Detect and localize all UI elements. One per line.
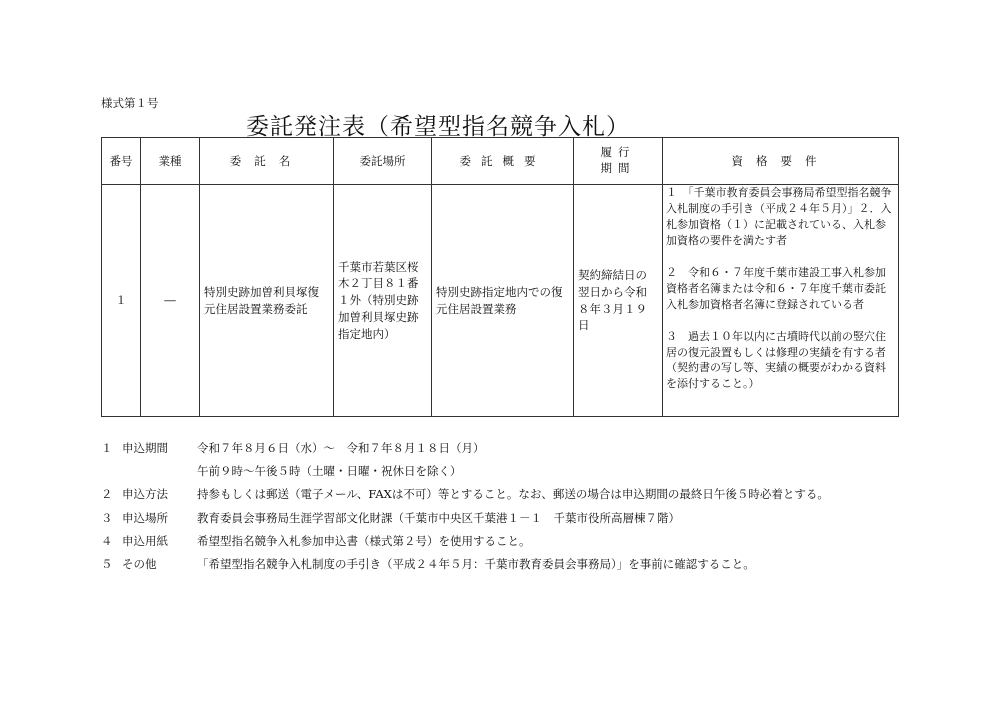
note-number: ４ bbox=[101, 533, 113, 548]
note-number: １ bbox=[101, 441, 113, 455]
header-number: 番号 bbox=[102, 138, 141, 185]
note-line bbox=[101, 530, 897, 553]
note-text: 午前９時～午後５時（土曜・日曜・祝休日を除く） bbox=[197, 464, 462, 479]
cell-place: 千葉市若葉区桜木２丁目８１番１外（特別史跡加曽利貝塚史跡指定地内） bbox=[334, 185, 432, 417]
note-line bbox=[101, 507, 897, 530]
cell-qualifications bbox=[663, 185, 899, 417]
qualification-item-1: １ 「千葉市教育委員会事務局希望型指名競争入札制度の手引き（平成２４年５月）」２．入札参加資格（１）に記載されている、入札参加資格の要件を満たす者 bbox=[666, 186, 892, 247]
commission-table bbox=[101, 137, 899, 417]
note-label: 申込方法 bbox=[122, 487, 168, 502]
note-label: 申込期間 bbox=[122, 441, 168, 455]
qualification-item-2: ２ 令和６・７年度千葉市建設工事入札参加資格者名簿または令和６・７年度千葉市委託入札参加資格者名簿に登録されている者 bbox=[666, 265, 886, 311]
note-text: 希望型指名競争入札参加申込書（様式第２号）を使用すること。 bbox=[197, 533, 531, 548]
cell-summary: 特別史跡指定地内での復元住居設置業務 bbox=[432, 185, 574, 417]
table-row bbox=[102, 185, 899, 417]
cell-type: ― bbox=[141, 185, 200, 417]
note-label bbox=[122, 460, 197, 483]
cell-number: １ bbox=[102, 185, 141, 417]
form-number: 様式第１号 bbox=[101, 96, 159, 110]
document-title: 委託発注表（希望型指名競争入札） bbox=[246, 114, 630, 140]
note-label: その他 bbox=[122, 557, 157, 572]
note-text: 「希望型指名競争入札制度の手引き（平成２４年５月：千葉市教育委員会事務局）」を事前に確認すること。 bbox=[197, 557, 755, 572]
header-qualifications: 資格要件 bbox=[663, 138, 899, 185]
header-period-stack bbox=[601, 145, 636, 176]
application-notes bbox=[101, 437, 897, 576]
note-number: ２ bbox=[101, 487, 113, 502]
note-text: 教育委員会事務局生涯学習部文化財課（千葉市中央区千葉港１－１ 千葉市役所高層棟７階） bbox=[197, 510, 680, 525]
header-period-top: 履行 bbox=[600, 145, 636, 160]
note-line bbox=[101, 437, 897, 460]
note-label: 申込場所 bbox=[122, 510, 168, 525]
note-line bbox=[101, 483, 897, 506]
cell-name: 特別史跡加曽利貝塚復元住居設置業務委託 bbox=[200, 185, 334, 417]
cell-period: 契約締結日の翌日から令和８年３月１９日 bbox=[574, 185, 663, 417]
note-number bbox=[101, 460, 122, 483]
header-type: 業種 bbox=[141, 138, 200, 185]
note-text: 令和７年８月６日（水）～ 令和７年８月１８日（月） bbox=[197, 441, 485, 455]
qualification-item-3: ３ 過去１０年以内に古墳時代以前の竪穴住居の復元設置もしくは修理の実績を有する者（契約書の写し等、実績の概要がわかる資料を添付すること。） bbox=[666, 329, 886, 391]
note-text: 持参もしくは郵送（電子メール、FAXは不可）等とすること。なお、郵送の場合は申込期間の最終日午後５時必着とする。 bbox=[197, 487, 829, 502]
note-number: ５ bbox=[101, 557, 113, 572]
header-period-bottom: 期間 bbox=[600, 160, 636, 175]
note-label: 申込用紙 bbox=[122, 533, 168, 548]
note-number: ３ bbox=[101, 510, 113, 525]
header-summary: 委託概要 bbox=[432, 138, 574, 185]
header-place: 委託場所 bbox=[334, 138, 432, 185]
header-name: 委託名 bbox=[200, 138, 334, 185]
note-line bbox=[101, 553, 897, 576]
header-period bbox=[574, 138, 663, 185]
note-line bbox=[101, 460, 897, 483]
table-header-row bbox=[102, 138, 899, 185]
